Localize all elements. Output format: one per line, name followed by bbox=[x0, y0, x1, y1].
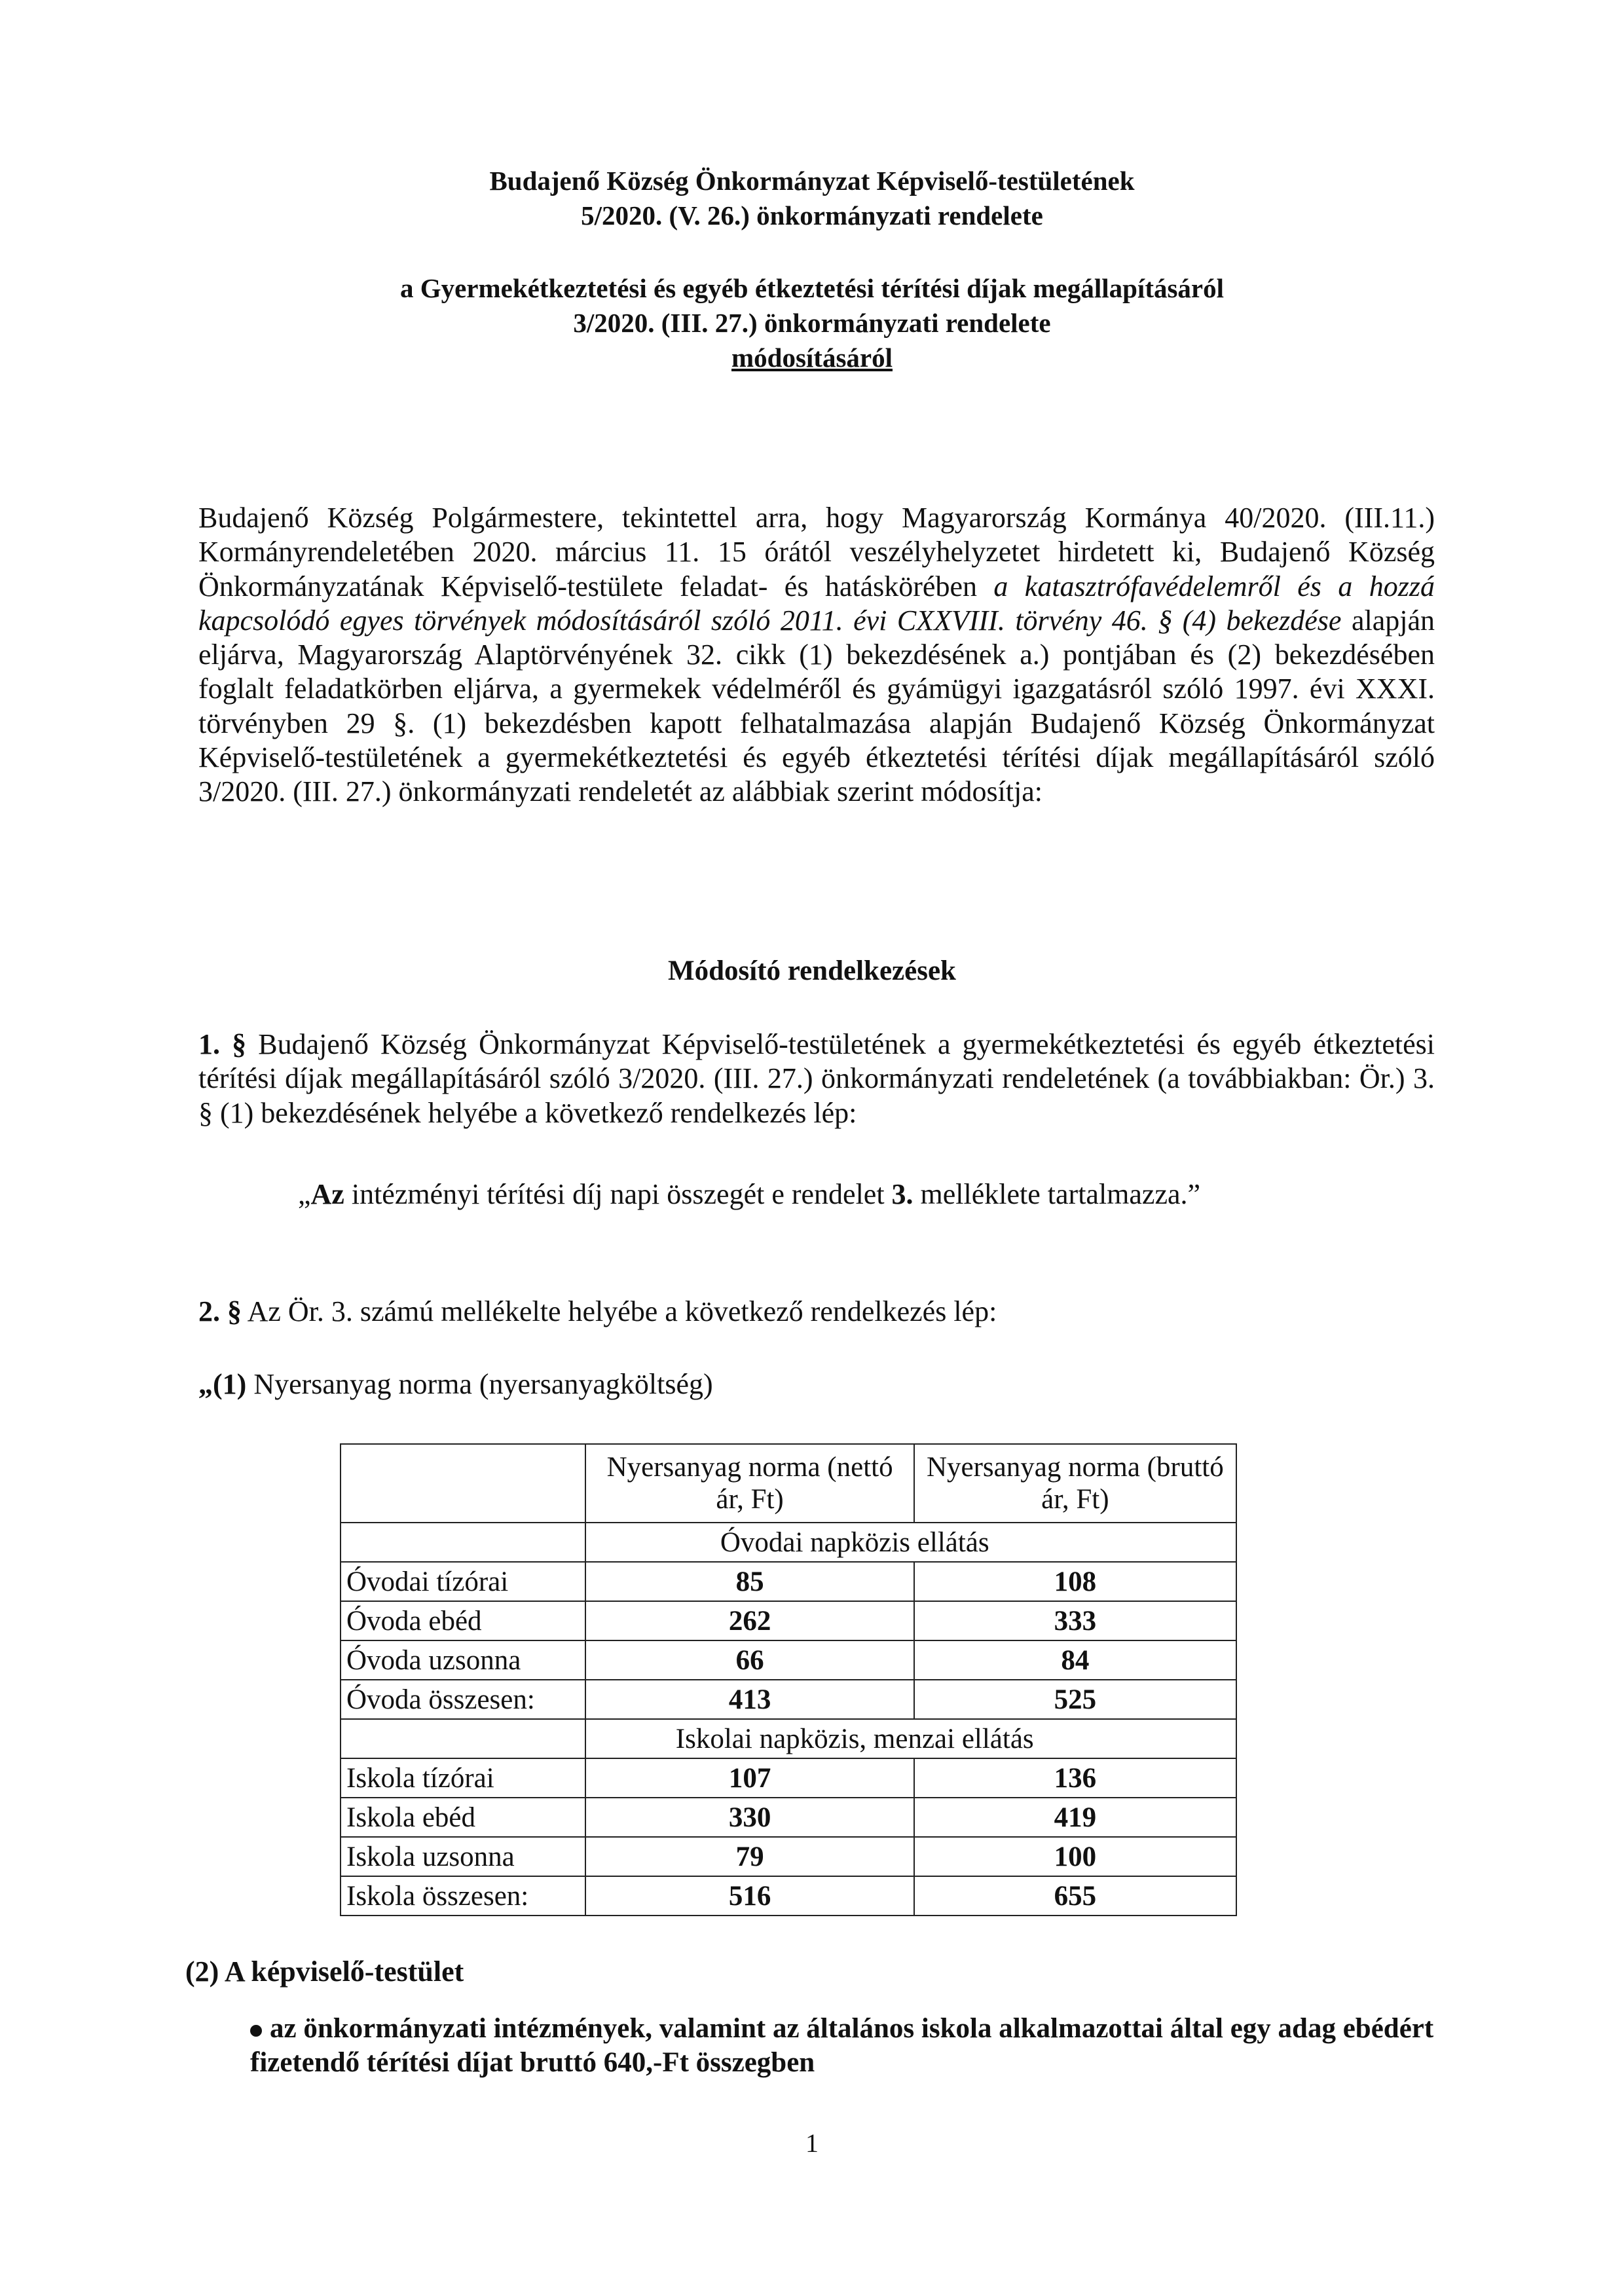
table-row bbox=[341, 1640, 1236, 1680]
table-group-spacer bbox=[341, 1719, 585, 1758]
row-label: Iskola ebéd bbox=[341, 1798, 585, 1837]
row-gross-value: 655 bbox=[914, 1876, 1236, 1916]
title-line-1: Budajenő Község Önkormányzat Képviselő-testületének bbox=[489, 166, 1135, 196]
quote-bold-az: Az bbox=[310, 1178, 344, 1210]
table-group-kindergarten: Óvodai napközis ellátás bbox=[585, 1523, 1236, 1562]
table-row bbox=[341, 1876, 1236, 1916]
table-row bbox=[341, 1837, 1236, 1876]
table-row bbox=[341, 1758, 1236, 1798]
row-net-value: 330 bbox=[585, 1798, 913, 1837]
table-group-row bbox=[341, 1719, 1236, 1758]
row-label: Iskola tízórai bbox=[341, 1758, 585, 1798]
table-header-empty bbox=[341, 1444, 585, 1523]
row-net-value: 79 bbox=[585, 1837, 913, 1876]
row-label: Iskola összesen: bbox=[341, 1876, 585, 1916]
row-label: Óvoda ebéd bbox=[341, 1601, 585, 1640]
row-gross-value: 108 bbox=[914, 1562, 1236, 1601]
table-row bbox=[341, 1680, 1236, 1719]
row-gross-value: 100 bbox=[914, 1837, 1236, 1876]
table-group-school: Iskolai napközis, menzai ellátás bbox=[585, 1719, 1236, 1758]
subsection-2-heading: (2) A képviselő-testület bbox=[185, 1955, 464, 1988]
row-net-value: 85 bbox=[585, 1562, 913, 1601]
row-gross-value: 525 bbox=[914, 1680, 1236, 1719]
row-net-value: 262 bbox=[585, 1601, 913, 1640]
quote-end: melléklete tartalmazza.” bbox=[913, 1178, 1201, 1210]
title-line-5: módosításáról bbox=[731, 343, 893, 373]
bullet-item bbox=[250, 2012, 1435, 2080]
preamble-text-1: Budajenő Község Polgármestere, tekintettel arra, hogy Magyarország Kormánya 40/2020. (III.11.) Kormányrendeletében 2020. március 11. 15 órától veszélyhelyzetet hirdetett ki, Budajenő Község Önkormányzatának Képviselő-testülete feladat- és hatáskörében bbox=[198, 502, 1435, 602]
quote-open: „ bbox=[298, 1178, 311, 1210]
subsection-1-prefix: „(1) bbox=[198, 1368, 247, 1400]
row-label: Iskola uzsonna bbox=[341, 1837, 585, 1876]
preamble-italic-reference: a katasztrófavédelemről és a hozzá kapcsolódó egyes törvények módosításáról szóló 2011. évi CXXVIII. törvény 46. § (4) bekezdése bbox=[198, 570, 1435, 637]
bullet-dot-icon bbox=[250, 2025, 262, 2037]
section-1-number: 1. § bbox=[198, 1028, 247, 1060]
section-title: Módosító rendelkezések bbox=[668, 955, 956, 986]
row-gross-value: 136 bbox=[914, 1758, 1236, 1798]
row-label: Óvodai tízórai bbox=[341, 1562, 585, 1601]
quote-bold-number: 3. bbox=[891, 1178, 913, 1210]
subsection-1-heading bbox=[198, 1367, 713, 1401]
row-gross-value: 419 bbox=[914, 1798, 1236, 1837]
quote-mid: intézményi térítési díj napi összegét e rendelet bbox=[344, 1178, 892, 1210]
page-number: 1 bbox=[805, 2128, 819, 2158]
raw-material-norm-table bbox=[340, 1443, 1237, 1916]
table-row bbox=[341, 1562, 1236, 1601]
section-2-line bbox=[198, 1295, 997, 1329]
quoted-provision bbox=[298, 1177, 1200, 1212]
title-line-2: 5/2020. (V. 26.) önkormányzati rendelete bbox=[581, 200, 1043, 231]
table-group-row bbox=[341, 1523, 1236, 1562]
subsection-1-text: Nyersanyag norma (nyersanyagköltség) bbox=[246, 1368, 713, 1400]
section-1-text: Budajenő Község Önkormányzat Képviselő-testületének a gyermekétkeztetési és egyéb étkeztetési térítési díjak megállapításáról szóló 3/2020. (III. 27.) önkormányzati rendeletének (a továbbiakban: Ör.) 3. § (1) bekezdésének helyébe a következő rendelkezés lép: bbox=[198, 1028, 1435, 1129]
title-line-4: 3/2020. (III. 27.) önkormányzati rendelete bbox=[573, 308, 1051, 338]
preamble-paragraph bbox=[198, 501, 1435, 809]
row-net-value: 516 bbox=[585, 1876, 913, 1916]
table-header-gross: Nyersanyag norma (bruttó ár, Ft) bbox=[914, 1444, 1236, 1523]
preamble-text-2: alapján eljárva, Magyarország Alaptörvényének 32. cikk (1) bekezdésének a.) pontjában és (2) bekezdésében foglalt feladatkörben eljárva, a gyermekek védelméről és gyámügyi igazgatásról szóló 1997. évi XXXI. törvényben 29 §. (1) bekezdésben kapott felhatalmazása alapján Budajenő Község Önkormányzat Képviselő-testületének a gyermekétkeztetési és egyéb étkeztetési térítési díjak megállapításáról szóló 3/2020. (III. 27.) önkormányzati rendeletét az alábbiak szerint módosítja: bbox=[198, 604, 1435, 808]
section-2-number: 2. § bbox=[198, 1295, 242, 1327]
table-group-spacer bbox=[341, 1523, 585, 1562]
section-1-paragraph bbox=[198, 1028, 1435, 1130]
bullet-text: az önkormányzati intézmények, valamint az általános iskola alkalmazottai által egy adag ebédért fizetendő térítési díjat bruttó 640,-Ft összegben bbox=[250, 2013, 1434, 2078]
title-line-3: a Gyermekétkeztetési és egyéb étkeztetési térítési díjak megállapításáról bbox=[399, 273, 1225, 303]
table-row bbox=[341, 1601, 1236, 1640]
table-header-net: Nyersanyag norma (nettó ár, Ft) bbox=[585, 1444, 913, 1523]
row-net-value: 413 bbox=[585, 1680, 913, 1719]
row-net-value: 107 bbox=[585, 1758, 913, 1798]
row-label: Óvoda uzsonna bbox=[341, 1640, 585, 1680]
table-header-row bbox=[341, 1444, 1236, 1523]
row-gross-value: 84 bbox=[914, 1640, 1236, 1680]
row-label: Óvoda összesen: bbox=[341, 1680, 585, 1719]
row-net-value: 66 bbox=[585, 1640, 913, 1680]
row-gross-value: 333 bbox=[914, 1601, 1236, 1640]
section-2-text: Az Ör. 3. számú mellékelte helyébe a következő rendelkezés lép: bbox=[242, 1295, 997, 1327]
table-row bbox=[341, 1798, 1236, 1837]
